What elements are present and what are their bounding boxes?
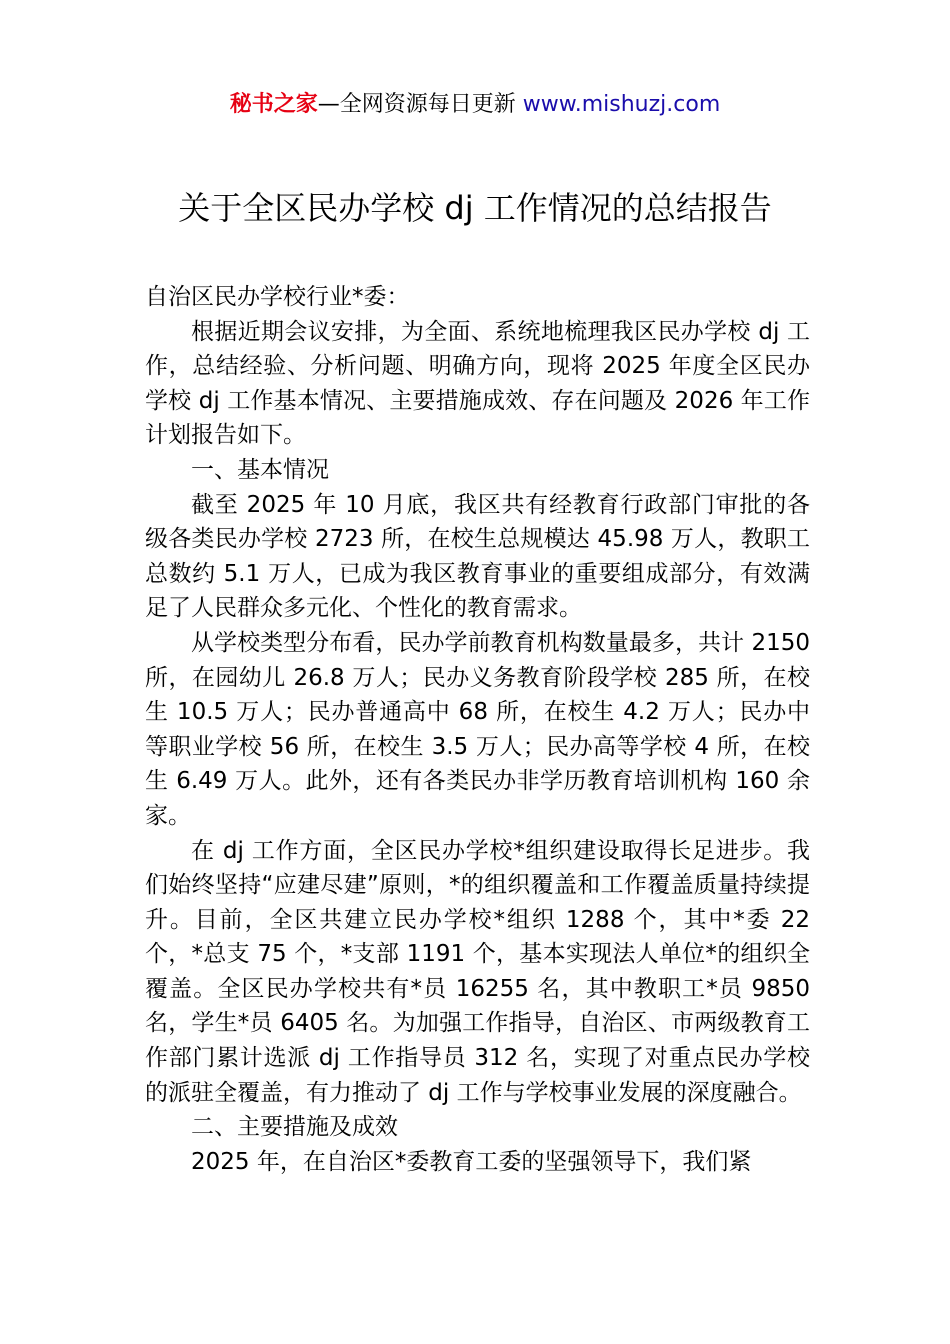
site-banner [0, 88, 950, 122]
paragraph-school-types: 从学校类型分布看，民办学前教育机构数量最多，共计 2150 所，在园幼儿 26.8 万人；民办义务教育阶段学校 285 所，在校生 10.5 万人；民办普通高中 68 所，在校生 4.2 万人；民办中等职业学校 56 所，在校生 3.5 万人；民办高等学校 4 所，在校生 6.49 万人。此外，还有各类民办非学历教育培训机构 160 余家。 [145, 629, 810, 829]
section-heading-1: 一、基本情况 [191, 456, 329, 483]
salutation: 自治区民办学校行业*委： [145, 284, 410, 310]
site-url-link[interactable]: www.mishuzj.com [522, 92, 721, 117]
paragraph-measures: 2025 年，在自治区*委教育工委的坚强领导下，我们紧 [191, 1148, 752, 1175]
document-title: 关于全区民办学校 dj 工作情况的总结报告 [178, 189, 772, 227]
document-body [145, 280, 810, 1179]
brand-name: 秘书之家 [229, 92, 318, 117]
paragraph-overview: 截至 2025 年 10 月底，我区共有经教育行政部门审批的各级各类民办学校 2723 所，在校生总规模达 45.98 万人，教职工总数约 5.1 万人，已成为我区教育事业的重要组成部分，有效满足了人民群众多元化、个性化的教育需求。 [145, 491, 810, 622]
section-heading-2: 二、主要措施及成效 [191, 1114, 398, 1141]
intro-paragraph: 根据近期会议安排，为全面、系统地梳理我区民办学校 dj 工作，总结经验、分析问题、明确方向，现将 2025 年度全区民办学校 dj 工作基本情况、主要措施成效、存在问题及 2026 年工作计划报告如下。 [145, 318, 810, 449]
banner-slogan: —全网资源每日更新 [317, 92, 523, 117]
paragraph-organization: 在 dj 工作方面，全区民办学校*组织建设取得长足进步。我们始终坚持“应建尽建”原则，*的组织覆盖和工作覆盖质量持续提升。目前，全区共建立民办学校*组织 1288 个，其中*委 22 个，*总支 75 个，*支部 1191 个，基本实现法人单位*的组织全覆盖。全区民办学校共有*员 16255 名，其中教职工*员 9850 名，学生*员 6405 名。为加强工作指导，自治区、市两级教育工作部门累计选派 dj 工作指导员 312 名，实现了对重点民办学校的派驻全覆盖，有力推动了 dj 工作与学校事业发展的深度融合。 [145, 837, 810, 1106]
